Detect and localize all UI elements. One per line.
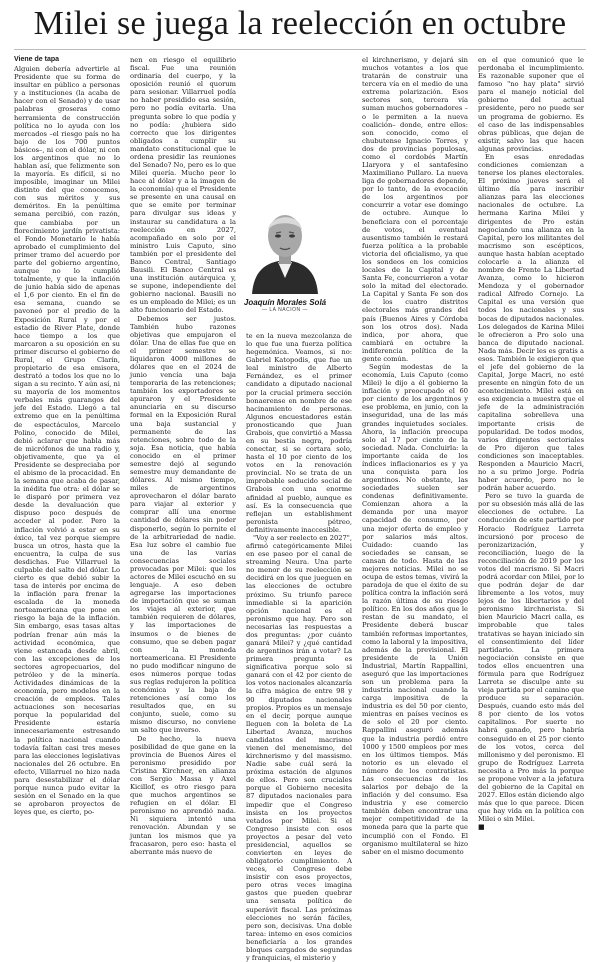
paragraph: Pero se tuvo la guarda de por su obsesión más allá de las elecciones de octubre. La conducción de este partido por Horacio Rodríguez Larreta incursionó por proceso de peronizarización, y reconciliación, luego de la reconciliación de 2019 por los votos del macrismo. Si Macri podrá acordar con Milei, por lo que podrán dejar de dar libremente a los votos, muy lejos de los libertarios y del peronismo kirchnerista. Si bien Mauricio Macri calla, es improbable que tales tratativas se hayan iniciado sin el consentimiento del líder partidario. La primera negociación consiste en que todos ellos encuentren una fórmula para que Rodríguez Larreta se disculpe ante su vieja partida por el camino que produce su separación. Después, cuando esto más del 8 por ciento de los votos capitalinos. Por suerte no habrá ganado, pero habría conseguido en el 25 por ciento de los votos, cerca del millonismo y del peronismo. El grupo de Rodríguez Larreta necesita a Pro más la porque se propone volver a la jefatura del gobierno de la Capital en 2027. Ellos están diciendo algo más que lo que parece. Dicen que hay vida en la política con Milei o sin Milei. [478, 492, 584, 824]
paragraph: De hecho, la nueva posibilidad de que gane en la provincia de Buenos Aires el peronismo presidido por Cristina Kirchner, en alianza con Sergio Massa y Axel Kicillof, es otro riesgo para que muchos argentinos se refugien en el dólar. El peronismo no aprendió nada. Ni siquiera intentó una renovación. Abundan y se juntan los mismos que ya fracasaron, pero eso: hasta el aberrante más nuevo de [130, 734, 236, 856]
paragraph: nen en riesgo el equilibrio fiscal. Fue una reunión ordinaria del cuerpo, y la oposición reunió el quorum para sesionar. Villarruel podía no haber presidido esa sesión, pero no podía evitarla. Una pregunta sobre lo que podía y no podía: ¿hubiera sido correcto que los dirigentes obligados a cumplir su mandato constitucional que le ordena presidir las reuniones del Senado? No, pero es lo que Milei quería. Mucho peor lo hace al dólar y a la imagen de la economía) que el Presidente se presente en una causal en que se emite por terminar para divulgar sus ideas y instaurar su candidatura a la reelección en 2027, acompañado en solo por el ministro Luis Caputo, sino también por el presidente del Banco Central, Santiago Bausili. El Banco Central es una institución autárquica y, se supone, independiente del gobierno nacional. Bausili no es un empleado de Milei; es un alto funcionario del Estado. [130, 56, 236, 315]
column-5 [478, 56, 584, 832]
column-2 [130, 56, 236, 856]
author-portrait [244, 56, 326, 296]
paragraph: Debemos ser justos. También hubo razones objetivas que empujaron el dólar. Una de ellas fue que en el primer semestre se liquidaron 4000 millones de dólares que en el 2024 de junio vencía una baja temporaria de las retenciones; también los exportadores se apuraron y el Presidente anunciaria en su discurso formal en la Exposición Rural una baja sustancial y permanente de las retenciones, sobre todo de la soja. Esa noticia, que había conocido en el primer semestre dejó al segundo semestre muy demandante de dólares. Al mismo tiempo, miles de argentinos aprovecharon el dólar barato para viajar al exterior y comprar allí una enorme cantidad de dólares sin poder disponerlo, según lo pernite el de la arbitrariedad de nadie. Esa luz sobre el cambio fue una de las varias consecuencias sociales provocadas por Milei: que los actores de Milei escuchó en su lenguaje. A eso deben agregarse las importaciones de importación que se suman los viajes al exterior, que también requieren de dólares, y las importaciones de insumos o de bienes de consumo, que se deben pagar con la moneda norteamericana. El Presidente no pudo modificar ninguno de esos números porque todas sus reglas redujeron la política económica y la baja de retenciones así como los resultados que, en su conjunto, suele, como su mismo discurso, no conviene un salto que inverso. [130, 314, 236, 735]
author-org: — LA NACION — [262, 307, 308, 313]
paragraph: Según modestas de la economía, Luis Caputo (como Milei) le dijo a él gobierno la inflación y preocupado el 60 por ciento de los argentinos y ese problema, en junio, con la inseguridad, una de las más grandes inquietudes sociales. Ahora, la inflación preocupa solo al 17 por ciento de la sociedad. Nada. Concluirla: la importante caída de los índices inflacionarios es y ya una conquista para los argentinos. No obstante, las sociedades suelen ser condenas definitivamente. Comienzan ahora a la demanda por una mayor capacidad de consumo, por una mejor oferta de empleo y por salarios más altos. Cuidado: cuando las sociedades se cansan, se cansan de todo. Hasta de las mejores noticias. Milei no se ocupa de estos temas, vivirá la paradoja de que el éxito de su política contra la inflación será la razón última de su riesgo político. En los dos años que le restan de su mandato, el Presidente deberá buscar también reformas importantes, como la laboral y la impositiva, además de la previsional. El presidente de la Unión Industrial, Martín Rappallini, aseguró que las importaciones son un problema para la industria nacional cuando la carga impositiva de la industria es del 50 por ciento, mientras en países vecinos es de solo el 20 por ciento. Rappallini aseguró además que la industria perdió entre 1000 y 1500 empleos por mes en los últimos tiempos. Más notorio es un elevado el número de los contratistas. Las consecuencias de los salarios por debajo de la inflación y del consumo. Esa industria y ese comercio también deben encontrar una mejor competitividad de la moneda para que la parte que incumplió con el Fondo. El organismo multilateral se hizo saber en el mismo documento [362, 362, 468, 856]
kicker: Viene de tapa [14, 56, 60, 63]
author-name: Joaquín Morales Solá [243, 298, 327, 307]
paragraph: Alguien debería advertirle al Presidente que su forma de insultar en público a personas y a instituciones (la acaba de hacer con el Senado) y de usar palabras groseras como herramienta de construcción política no lo ayuda con los mercados –el riesgo país no ha bajo de los 700 puntos básicos–, ni con el dólar, ni con los argentinos que no lo hablan así, que felizmente son la mayoría. Es difícil, si no imposible, imaginar un Milei distinto del que conocemos, con sus méritos y sus deméritos. En la penúltima semana percibió, con razón, que cambiaba por un florecimiento jardín privatista: el Fondo Monetario le había aprobado el cumplimiento del primer tramo del acuerdo por parte del gobierno argentino, aunque no lo cumplió totalmente, y que la inflación de junio había sido de apenas el 1,6 por ciento. En el fin de esa semana, cuando se pavoneó por el predio de la Exposición Rural y por el estadio de River Plate, donde hace tiempo a los que marcaron a su oposición en su primer discurso el gobierno de Rural, el Grupo Clarín, propietario de esa emisora, destrató a todos los que no lo sigan a su recinto. Y aún así, ni su mayoría de los momentos verbales más guarangos del jefe del Estado. Llegó a tal extremo que en la penúltima de espectáculos, Marcelo Polino, conocido de Milei, debió aclarar que habla más de micrófonos de una radio y, objetivamente, que ya el Presidente se despreciaba por el abismo de la procacidad. En la semana que acaba de pasar, la inédita fue otra: el dólar se le disparó por primera vez desde la devaluación que dispuso poco después de acceder al poder. Pero la inflación volvió a estar en su éxico, tal vez porque siempre busca un otros, hasta que la encuentra, la culpa de sus desdichas. Fue Villarruel la culpable del salto del dólar. Lo cierto es que debió subir la tasa de interés por encima de la inflación para frenar la escalada de la moneda norteamericana que pone en riesgo la baja de la inflación. Sin embargo, esas tasas altas podrían frenar aún más la actividad económica, que viene estancada desde abril, con las excepciones de los sectores agropecuarios, del petróleo y de la minería. Actividades dinámicas de la economía, pero modelos en la creación de empleos. Tales actuaciones son necesarias porque la popularidad del Presidente estaría innecesariamente estresando la política nacional cuando todavía faltan casi tres meses para las elecciones legislativas nacionales del 26 octubre. En efecto, Villarruel no hizo nada para desestabilizar el dólar porque nunca pudo evitar la sesión en el Senado en la que se aprobaron proyectos de leyes que, es cierto, po- [14, 65, 120, 817]
column-3 [246, 332, 352, 962]
paragraph: el kirchnerismo, y dejará sin muchos votantes a los que tratarán de construir una tercera vía en el medio de una extrema polarización. Esos sectores son, tercera vía suman muchos gobernadores –o le permiten a la nueva coalición– donde, entre ellos: son conocido, como el chubutense Ignacio Torres, y dos de provincias populosas, como el cordobés Martín Llaryora y el santafesino Maximiliano Pullaro. La nueva liga de gobernadores depende, por lo tanto, de la evocación de los argentinos por concurrir a votar ese domingo de octubre. Aunque lo beneficiara con el porcentaje de votos, el eventual ausentismo también le restará fuerza política a la probable victoria del oficialismo, ya que los sondeos en los comicios locales de la Capital y de Santa Fe, concurrieron a votar solo la mitad del electorado. La Capital y Santa Fe son dos de los cuatro distritos electorales más grandes del país (Buenos Aires y Córdoba son los otros dos). Nada indica, por ahora, que cambiará en octubre la indiferencia política de la gente común. [362, 56, 468, 363]
headline: Milei se juega la reelección en octubre [33, 5, 567, 42]
headline-rule [14, 49, 586, 50]
paragraph: te en la nueva mezcolanza de lo que fue una fuerza política hegemónica. Veamos, si no: Gabriel Katopodis, que fue un leal ministro de Alberto Fernández, es el primer candidato a diputado nacional por la crucial primera sección bonaerense en nombre de ese hacinamiento de personas. Algunos encuestadores están pronosticando que Juan Grabois, que convirtió a Massa en su bestia negra, podría conectar, si se cortara solo, hasta el 10 por ciento de los votos en la renovación provincial. No se trata de un improbable seducido social de Grabois con una enorme afinidad al pueblo, aunque es así. Es la consecuencia que reflejan un establishment peronista pétreo, definitivamente inaccesible. [246, 332, 352, 534]
paragraph: En esas enredadas condiciones comienzan a tenerse los planes electorales. El próximo jueves será el último día para inscribir alianzas para las elecciones nacionales de octubre. La hermana Karina Milei y dirigentes de Pro están negociando una alianza en la Capital, pero los militantes del macrismo son escépticos, aunque hasta habían aceptado colocarle a la alianza el nombre de Frente La Libertad Avanza, como lo hicieron Mendoza y el gobernador radical Alfredo Cornejo. La Capital es una versión que todos los nacionales y sus bocas de diputados nacionales. Los delegados de Karina Milei le ofrecieron a Pro solo una banca de diputado nacional. Nada más. Decir les es gratis a esos. También le exigieron que el jefe del gobierno de la Capital, Jorge Macri, no esté presente en ningún foto de un acontecimiento. Milei está en esa exigencia a muestra que el jefe de la administración capitalina sobrelleva una importante crisis de popularidad. De todos modos, varios dirigentes sectoriales de Pro dijeron que tales condiciones son inaceptables. Responden a Mauricio Macri, no a su primo Jorge. Podría haber acuerdo, pero no le podrán haber acuerdo. [478, 152, 584, 493]
column-1 [14, 56, 120, 817]
end-mark-icon: ■ [478, 823, 485, 832]
author-box [237, 56, 333, 328]
column-4 [362, 56, 468, 856]
paragraph: "Voy a ser reelecto en 2027", afirmó categóricamente Milei en ese paseo por el canal de streaming Neura. Una parte no menor de su reelección se decidirá en los que jueguen en las elecciones de octubre próximo. Su triunfo parece inmediable si la aparición opción nacional es el peronismo que hay. Pero son necesarias las respuestas a dos preguntas: ¿por cuánto ganará Milei? y ¿qué cantidad de argentinos irán a votar? La primera pregunta es significativa porque solo si ganará con el 42 por ciento de los votos nacionales alcanzaría la cifra mágica de entre 98 y 90 diputados nacionales propios. Propios es un mensaje en el decir, porque aunque lleguen con la boleta de La Libertad Avanza, muchos candidatos del macrismo vienen del menemismo, del kirchnerismo y del massismo. Nadie sabe cuál será la próxima estación de algunos de ellos. Pero son cruciales porque el Gobierno necesita 87 diputados nacionales para impedir que el Congreso insista en los proyectos vetados por Milei. Si el Congreso insiste con esos proyectos a pesar del veto presidencial, aquellos se convierten en leyes de obligatorio cumplimiento. A veces, el Congreso debe insistir con esos proyectos, pero otras veces imagina gastos que pueden quebrar una sensata política de superávit fiscal. Las próximas elecciones no serán fáciles, pero son, decisivas. Una doble tarea: intemo en esos comicios beneficiaría a los grandes bloques cargados de segundas y franquicias, el misterio y [246, 533, 352, 962]
paragraph: en el que comunicó que le perdonaba el incumplimiento. Es razonable suponer que el famoso "no hay plata" sirvió para el manejo noticial del gobierno del actual presidente, pero no puede ser un programa de gobierno. Es el caso de las indispensables obras públicas, que dejan de existir, salvo las que hacen algunas provincias. [478, 56, 584, 153]
